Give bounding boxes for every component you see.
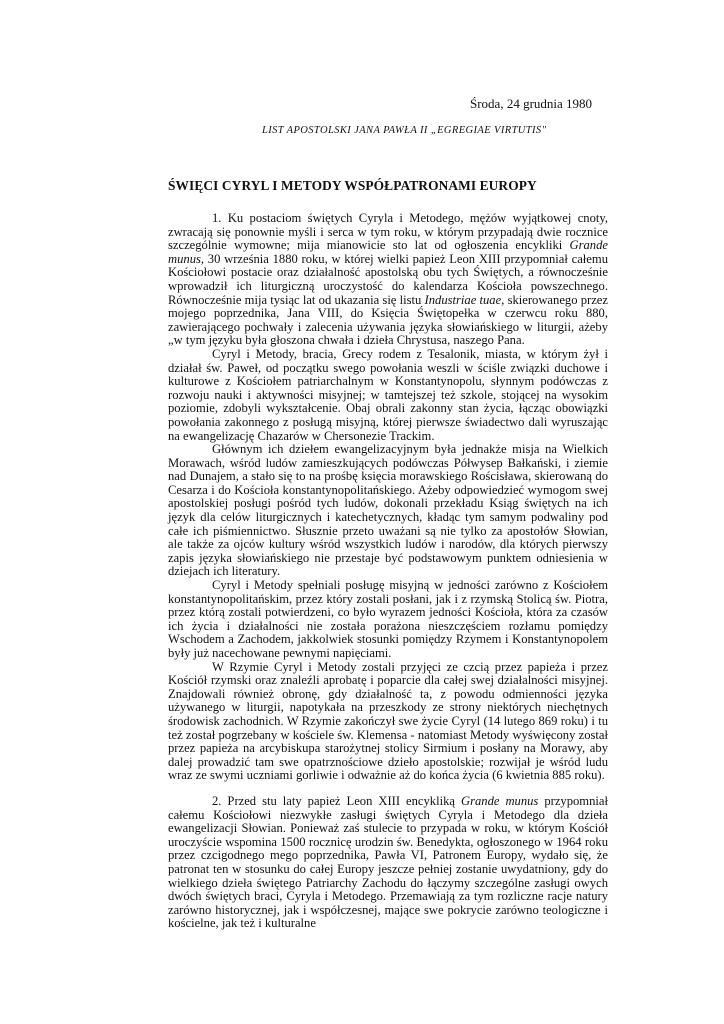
italic-title: Grande munus: [460, 793, 539, 808]
italic-title: Industriae tuae: [424, 292, 502, 307]
paragraph-3: Głównym ich dziełem ewangelizacyjnym była jednakże misja na Wielkich Morawach, wśród ludów zamieszkujących podówczas Półwysep Bałkański, i ziemie nad Dunajem, a stało się to na prośbę księcia morawskiego Rościsława, skierowaną do Cesarza i do Kościoła konstantynopolitańskiego. Ażeby odpowiedzieć wymogom swej apostolskiej posługi pośród tych ludów, dokonali przekładu Ksiąg świętych na ich język dla celów liturgicznych i katechetycznych, kładąc tym samym podwaliny pod całe ich piśmiennictwo. Słusznie przeto uważani są nie tylko za apostołów Słowian, ale także za ojców kultury wśród wszystkich ludów i narodów, dla których pierwszy zapis języka słowiańskiego nie przestaje być podstawowym punktem odniesienia w dziejach ich literatury.: [168, 442, 608, 579]
paragraph-2: Cyryl i Metody, bracia, Grecy rodem z Tesalonik, miasta, w którym żył i działał św. Paweł, od początku swego powołania weszli w ściśle związki duchowe i kulturowe z Kościołem patriarchalnym w Konstantynopolu, słynnym podówczas z rozwoju nauki i aktywności misyjnej; w tamtejszej też szkole, stojącej na wysokim poziomie, zdobyli wykształcenie. Obaj obrali zakonny stan życia, łącząc obowiązki powołania zakonnego z posługą misyjną, której pierwsze świadectwo dali wyruszając na ewangelizację Chazarów w Chersonezie Trackim.: [168, 346, 608, 443]
paragraph-4: Cyryl i Metody spełniali posługę misyjną w jedności zarówno z Kościołem konstantynopolitańskim, przez który zostali posłani, jak i z rzymską Stolicą św. Piotra, przez którą zostali potwierdzeni, co było wyrazem jedności Kościoła, która za czasów ich życia i działalności nie została porażona nieszczęściem rozłamu pomiędzy Wschodem a Zachodem, jakkolwiek stosunki pomiędzy Rzymem i Konstantynopolem były już nacechowane pewnymi napięciami.: [168, 578, 608, 660]
document-body: [168, 212, 608, 931]
document-date: Środa, 24 grudnia 1980: [470, 96, 593, 111]
paragraph-1: 1. Ku postaciom świętych Cyryla i Metodego, mężów wyjątkowej cnoty, zwracają się ponownie myśli i serca w tym roku, w którym przypadają dwie rocznice szczególnie wymowne; mija mianowicie sto lat od ogłoszenia encykliki Grande munus, 30 września 1880 roku, w której wielki papież Leon XIII przypomniał całemu Kościołowi postacie oraz działalność apostolską obu tych Świętych, a równocześnie wprowadził ich liturgiczną uroczystość do kalendarza Kościoła powszechnego. Równocześnie mija tysiąc lat od ukazania się listu Industriae tuae, skierowanego przez mojego poprzednika, Jana VIII, do Księcia Świętopełka w czerwcu roku 880, zawierającego pochwały i zalecenia używania języka słowiańskiego w liturgii, ażeby „w tym języku była głoszona chwała i dzieła Chrystusa, naszego Pana.: [168, 211, 608, 348]
document-subtitle: LIST APOSTOLSKI JANA PAWŁA II „EGREGIAE VIRTUTIS": [262, 125, 547, 136]
italic-title: Grande munus,: [168, 238, 608, 266]
paragraph-5: W Rzymie Cyryl i Metody zostali przyjęci ze czcią przez papieża i przez Kościół rzymski oraz znaleźli aprobatę i poparcie dla całej swej działalności misyjnej. Znajdowali również obronę, gdy działalność ta, z powodu odmienności języka używanego w liturgii, napotykała na przeszkody ze strony niektórych niechętnych środowisk zachodnich. W Rzymie zakończył swe życie Cyryl (14 lutego 869 roku) i tu też został pogrzebany w kościele św. Klemensa - natomiast Metody wyświęcony został przez papieża na arcybiskupa starożytnej stolicy Sirmium i posłany na Morawy, aby dalej prowadzić tam swe opatrznościowe dzieło apostolskie; rozwijał je wśród ludu wraz ze swymi uczniami gorliwie i odważnie aż do końca życia (6 kwietnia 885 roku).: [168, 659, 608, 783]
paragraph-6: 2. Przed stu laty papież Leon XIII encykliką Grande munus przypomniał całemu Kościołowi niezwykłe zasługi świętych Cyryla i Metodego dla dzieła ewangelizacji Słowian. Ponieważ zaś stulecie to przypada w roku, w którym Kościół uroczyście wspomina 1500 rocznicę urodzin św. Benedykta, ogłoszonego w 1964 roku przez czcigodnego mego poprzednika, Pawła VI, Patronem Europy, wydało się, że patronat ten w stosunku do całej Europy jeszcze pełniej zostanie uwydatniony, gdy do wielkiego dzieła świętego Patriarchy Zachodu do łączymy szczególne zasługi owych dwóch świętych braci, Cyryla i Metodego. Przemawiają za tym rozliczne racje natury zarówno historycznej, jak i współczesnej, mające swe pokrycie zarówno teologiczne i kościelne, jak też i kulturalne: [168, 793, 608, 931]
document-title: ŚWIĘCI CYRYL I METODY WSPÓŁPATRONAMI EUROPY: [168, 178, 537, 193]
